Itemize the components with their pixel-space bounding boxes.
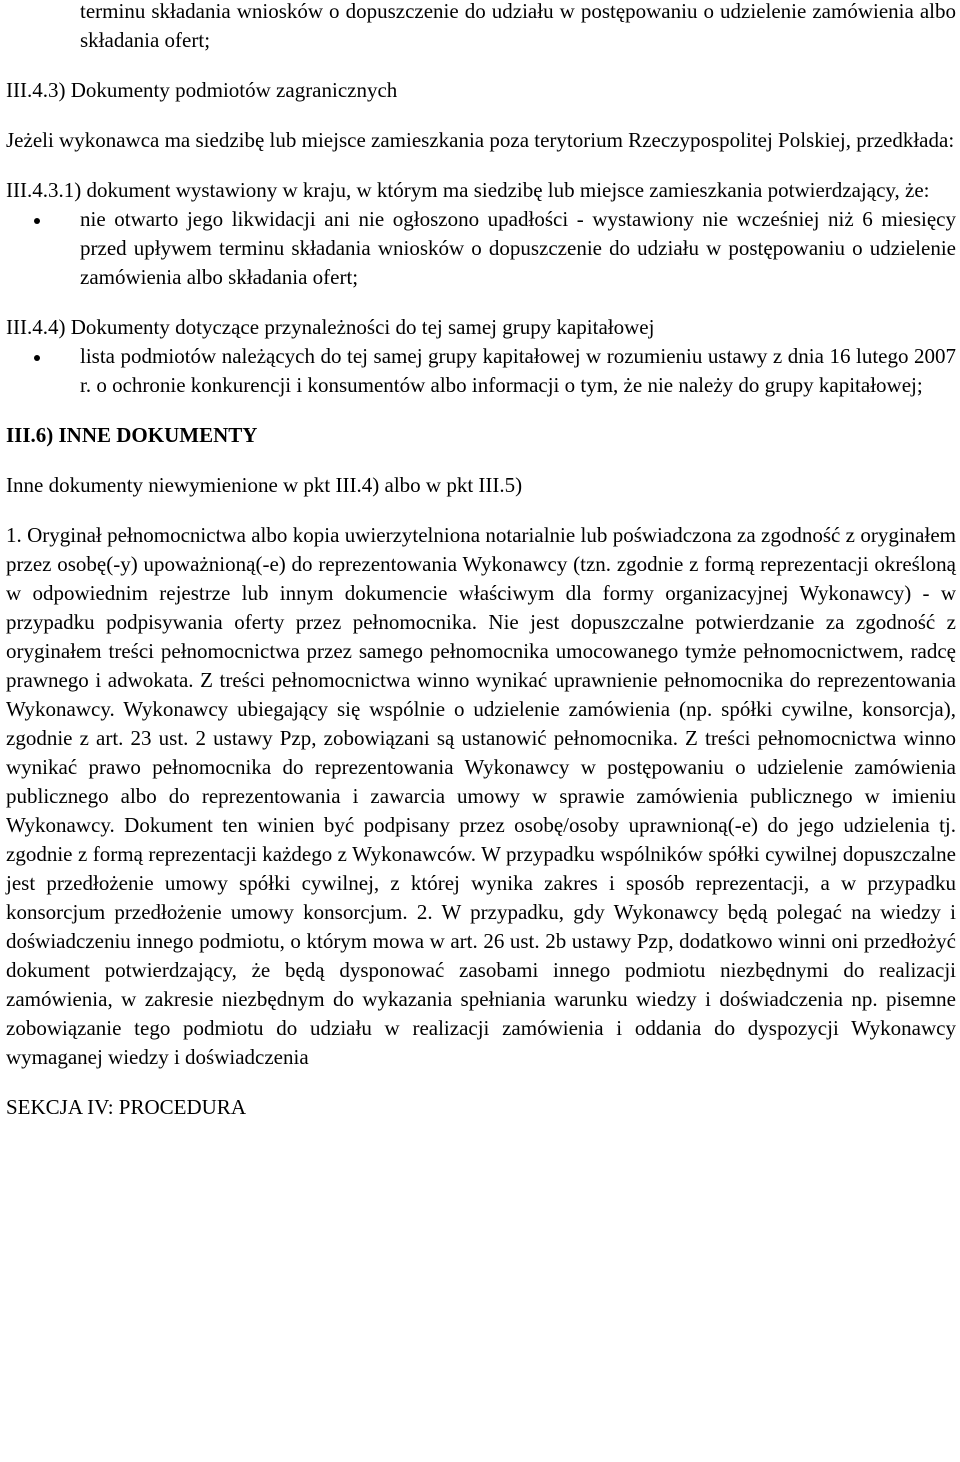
section-intro-iii-6: Inne dokumenty niewymienione w pkt III.4) albo w pkt III.5) <box>6 473 523 497</box>
list-item <box>6 205 956 292</box>
section-intro-iii-4-3: Jeżeli wykonawca ma siedzibę lub miejsce zamieszkania poza terytorium Rzeczypospolitej Polskiej, przedkłada: <box>6 128 955 152</box>
section-heading-iii-4-4: III.4.4) Dokumenty dotyczące przynależności do tej samej grupy kapitałowej <box>6 315 655 339</box>
bullet-icon <box>34 355 40 361</box>
bullet-list-iii-4-4 <box>6 342 956 400</box>
section-heading-iii-4-3: III.4.3) Dokumenty podmiotów zagranicznych <box>6 78 398 102</box>
section-body-iii-6: 1. Oryginał pełnomocnictwa albo kopia uwierzytelniona notarialnie lub poświadczona za zgodność z oryginałem przez osobę(-y) upoważnioną(-e) do reprezentowania Wykonawcy (tzn. zgodnie z formą reprezentacji określoną w odpowiednim rejestrze lub innym dokumencie właściwym dla formy organizacyjnej Wykonawcy) - w przypadku podpisywania oferty przez pełnomocnika. Nie jest dopuszczalne potwierdzanie za zgodność z oryginałem treści pełnomocnictwa przez samego pełnomocnika umocowanego tymże pełnomocnictwem, radcę prawnego i adwokata. Z treści pełnomocnictwa winno wynikać uprawnienie pełnomocnika do reprezentowania Wykonawcy. Wykonawcy ubiegający się wspólnie o udzielenie zamówienia (np. spółki cywilne, konsorcja), zgodnie z art. 23 ust. 2 ustawy Pzp, zobowiązani są ustanowić pełnomocnika. Z treści pełnomocnictwa winno wynikać prawo pełnomocnika do reprezentowania Wykonawcy w postępowaniu o udzielenie zamówienia publicznego albo do reprezentowania i zawarcia umowy w sprawie zamówienia publicznego w imieniu Wykonawcy. Dokument ten winien być podpisany przez osobę/osoby uprawnioną(-e) do jego udzielenia tj. zgodnie z formą reprezentacji każdego z Wykonawców. W przypadku wspólników spółki cywilnej dopuszczalne jest przedłożenie umowy spółki cywilnej, z której wynika zakres i sposób reprezentacji, a w przypadku konsorcjum przedłożenie umowy konsorcjum. 2. W przypadku, gdy Wykonawcy będą polegać na wiedzy i doświadczeniu innego podmiotu, o którym mowa w art. 26 ust. 2b ustawy Pzp, dodatkowo winni oni przedłożyć dokument potwierdzający, że będą dysponować zasobami innego podmiotu niezbędnymi do realizacji zamówienia, w zakresie niezbędnym do wykazania spełniania warunku wiedzy i doświadczenia np. pisemne zobowiązanie tego podmiotu do udziału w realizacji zamówienia i oddania do dyspozycji Wykonawcy wymaganej wiedzy i doświadczenia <box>6 523 956 1069</box>
section-item-iii-4-3-1: III.4.3.1) dokument wystawiony w kraju, w którym ma siedzibę lub miejsce zamieszkania potwierdzający, że: <box>6 178 930 202</box>
list-item-text: lista podmiotów należących do tej samej grupy kapitałowej w rozumieniu ustawy z dnia 16 lutego 2007 r. o ochronie konkurencji i konsumentów albo informacji o tym, że nie należy do grupy kapitałowej; <box>80 344 956 397</box>
section-heading-iii-6: III.6) INNE DOKUMENTY <box>6 423 258 447</box>
bullet-list-iii-4-3-1 <box>6 205 956 292</box>
section-heading-iv: SEKCJA IV: PROCEDURA <box>6 1095 246 1119</box>
document-page <box>6 0 956 1122</box>
continuation-paragraph: terminu składania wniosków o dopuszczenie do udziału w postępowaniu o udzielenie zamówienia albo składania ofert; <box>80 0 956 52</box>
list-item-text: nie otwarto jego likwidacji ani nie ogłoszono upadłości - wystawiony nie wcześniej niż 6 miesięcy przed upływem terminu składania wniosków o dopuszczenie do udziału w postępowaniu o udzielenie zamówienia albo składania ofert; <box>80 207 956 289</box>
bullet-icon <box>34 218 40 224</box>
list-item <box>6 342 956 400</box>
